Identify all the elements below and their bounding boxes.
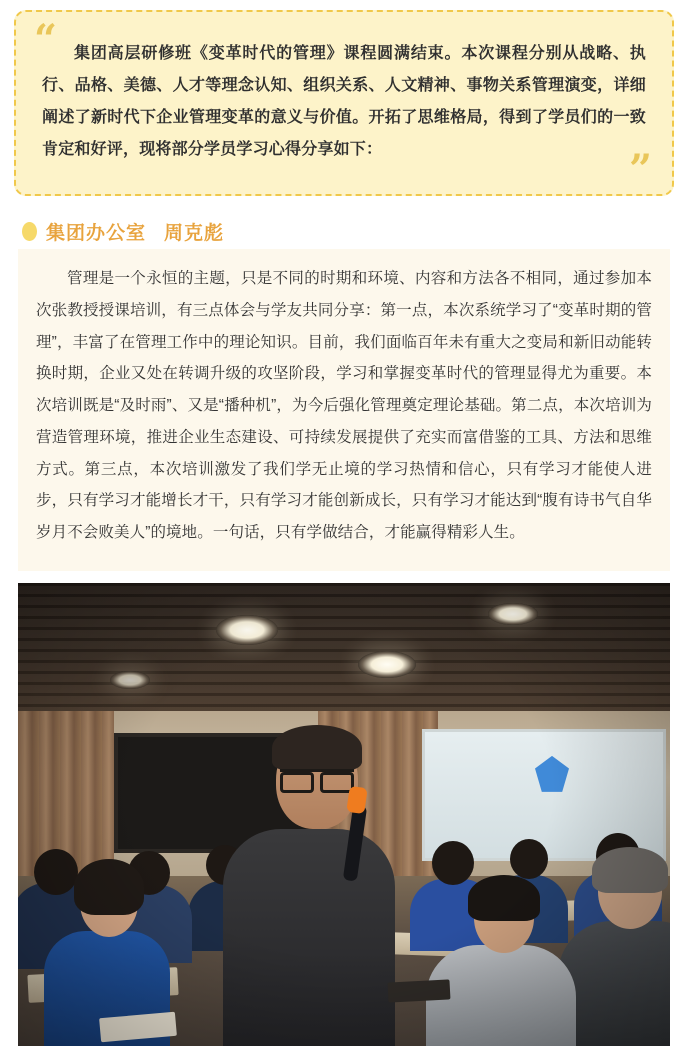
quote-close-icon: ” xyxy=(628,146,652,193)
bullet-icon xyxy=(22,222,37,241)
quote-card xyxy=(14,10,674,196)
photo-vignette xyxy=(18,583,670,1046)
photo-scene xyxy=(18,583,670,1046)
body-block xyxy=(18,249,670,571)
quote-text: 集团高层研修班《变革时代的管理》课程圆满结束。本次课程分别从战略、执行、品格、美德、人才等理念认知、组织关系、人文精神、事物关系管理演变，详细阐述了新时代下企业管理变革的意义与价值。开拓了思维格局，得到了学员们的一致肯定和好评，现将部分学员学习心得分享如下： xyxy=(42,45,646,158)
author-name: 周克彪 xyxy=(164,223,225,244)
author-heading xyxy=(22,218,688,245)
body-paragraph: 管理是一个永恒的主题，只是不同的时期和环境、内容和方法各不相同，通过参加本次张教授授课培训，有三点体会与学友共同分享：第一点，本次系统学习了“变革时期的管理”，丰富了在管理工作中的理论知识。目前，我们面临百年未有重大之变局和新旧动能转换时期，企业又处在转调升级的攻坚阶段，学习和掌握变革时代的管理显得尤为重要。本次培训既是“及时雨”、又是“播种机”，为今后强化管理奠定理论基础。第二点，本次培训为营造管理环境，推进企业生态建设、可持续发展提供了充实而富借鉴的工具、方法和思维方式。第三点，本次培训激发了我们学无止境的学习热情和信心，只有学习才能使人进步，只有学习才能增长才干，只有学习才能创新成长，只有学习才能达到“腹有诗书气自华 岁月不会败美人”的境地。一句话，只有学做结合，才能赢得精彩人生。 xyxy=(36,270,652,542)
training-photo xyxy=(18,583,670,1046)
article-page xyxy=(0,10,688,981)
quote-open-icon: “ xyxy=(34,16,58,63)
author-department: 集团办公室 xyxy=(46,223,147,244)
